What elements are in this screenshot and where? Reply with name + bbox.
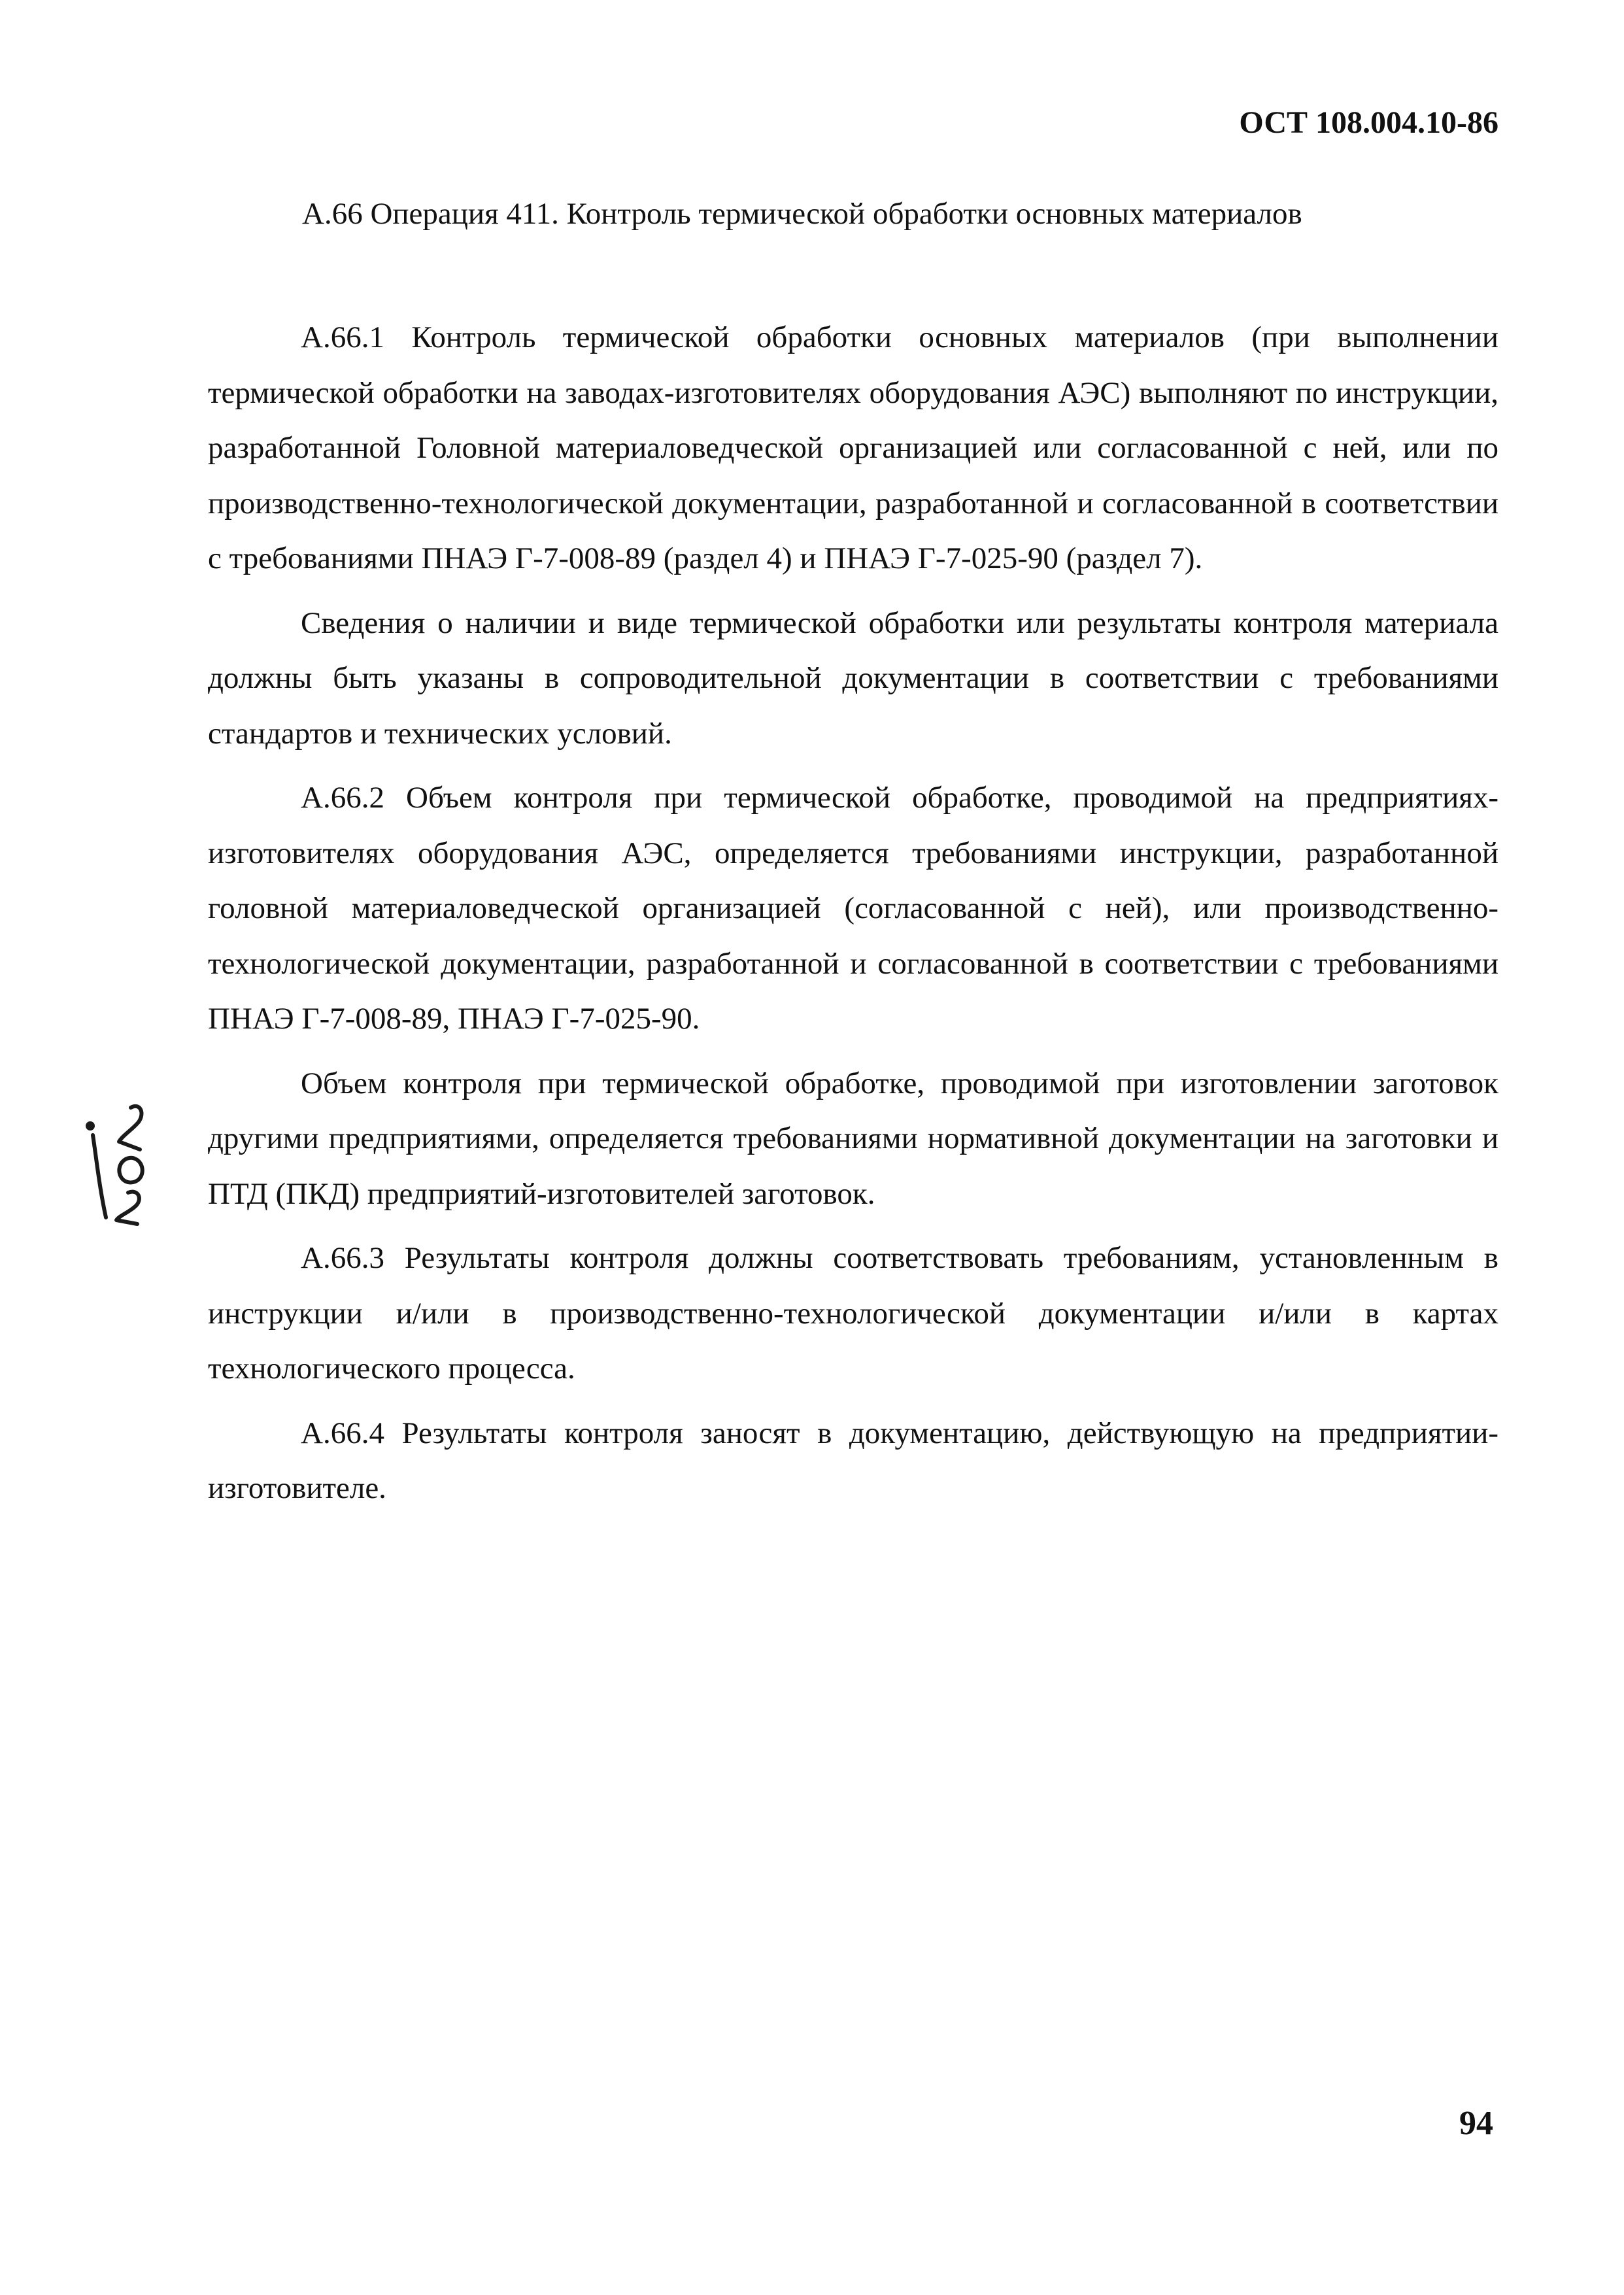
paragraph-a66-1: А.66.1 Контроль термической обработки основных материалов (при выполнении термической обработки на заводах-изготовителях оборудования АЭС) выполняют по инструкции, разработанной Головной материаловедческой организацией или согласованной с ней, или по производственно-технологической документации, разработанной и согласованной в соответствии с требованиями ПНАЭ Г-7-008-89 (раздел 4) и ПНАЭ Г-7-025-90 (раздел 7).	[208, 320, 1498, 575]
body-text	[208, 310, 1498, 1516]
document-code: ОСТ 108.004.10-86	[1239, 105, 1498, 140]
paragraph-a66-3: А.66.3 Результаты контроля должны соответствовать требованиям, установленным в инструкции и/или в производственно-технологической документации и/или в картах технологического процесса.	[208, 1241, 1498, 1386]
handwritten-page-mark	[80, 1096, 152, 1227]
paragraph-a66-2: А.66.2 Объем контроля при термической обработке, проводимой на предприятиях-изготовителях оборудования АЭС, определяется требованиями инструкции, разработанной головной материаловедческой организацией (согласованной с ней), или производственно-технологической документации, разработанной и согласованной в соответствии с требованиями ПНАЭ Г-7-008-89, ПНАЭ Г-7-025-90.	[208, 781, 1498, 1036]
paragraph-heat-treatment-info: Сведения о наличии и виде термической обработки или результаты контроля материала должны быть указаны в сопроводительной документации в соответствии с требованиями стандартов и технических условий.	[208, 605, 1498, 751]
paragraph-blanks-control: Объем контроля при термической обработке, проводимой при изготовлении заготовок другими предприятиями, определяется требованиями нормативной документации на заготовки и ПТД (ПКД) предприятий-изготовителей заготовок.	[208, 1066, 1498, 1211]
page-number: 94	[1459, 2105, 1493, 2142]
paragraph-a66-4: А.66.4 Результаты контроля заносят в документацию, действующую на предприятии-изготовителе.	[208, 1416, 1498, 1505]
section-title: А.66 Операция 411. Контроль термической обработки основных материалов	[302, 197, 1302, 231]
